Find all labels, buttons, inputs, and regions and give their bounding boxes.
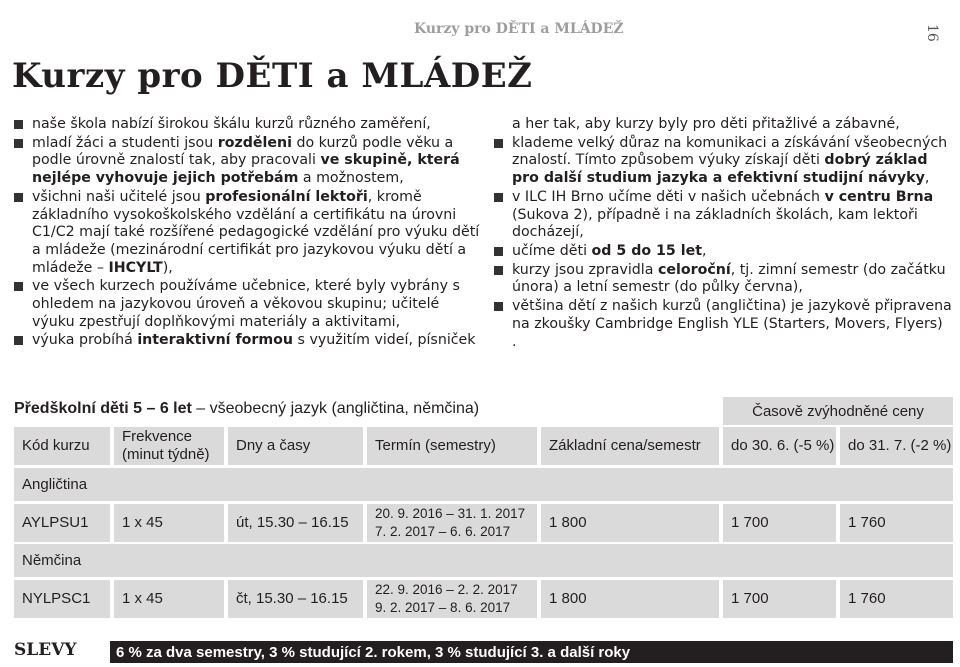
table-cell-discount-1: 1 700 (723, 580, 836, 618)
section-row-english: Angličtina (14, 468, 953, 501)
square-bullet-icon (494, 139, 503, 148)
list-item: výuka probíhá interaktivní formou s využitím videí, písniček (14, 332, 484, 350)
header-price: Základní cena/semestr (541, 427, 719, 465)
table-cell-discount-2: 1 760 (840, 504, 953, 542)
discounts-label: SLEVY (14, 640, 77, 660)
right-column (494, 116, 956, 352)
list-item: většina dětí z našich kurzů (angličtina) je jazykově připravena na zkoušky Cambridge English YLE (Starters, Movers, Flyers) (494, 298, 956, 333)
header-discount-1: do 30. 6. (-5 %) (723, 427, 836, 465)
square-bullet-icon (14, 120, 23, 129)
table-cell-term: 22. 9. 2016 – 2. 2. 2017 9. 2. 2017 – 8. 6. 2017 (367, 580, 537, 618)
square-bullet-icon (494, 247, 503, 256)
header-frequency: Frekvence (minut týdně) (114, 427, 224, 465)
page-number: 16 (924, 24, 940, 42)
section-row-german: Němčina (14, 544, 953, 577)
table-cell-frequency: 1 x 45 (114, 580, 224, 618)
table-cell-code: AYLPSU1 (14, 504, 110, 542)
left-column (14, 116, 484, 351)
trailing-dot: . (512, 334, 517, 351)
square-bullet-icon (14, 336, 23, 345)
header-term: Termín (semestry) (367, 427, 537, 465)
discount-header: Časově zvýhodněné ceny (723, 397, 953, 425)
table-cell-discount-1: 1 700 (723, 504, 836, 542)
square-bullet-icon (494, 266, 503, 275)
list-item: kurzy jsou zpravidla celoroční, tj. zimní semestr (do začátku února) a letní semestr (do půlky června), (494, 262, 956, 297)
square-bullet-icon (14, 139, 23, 148)
table-section-title: Předškolní děti 5 – 6 let – všeobecný jazyk (angličtina, němčina) (14, 400, 480, 417)
list-item: naše škola nabízí širokou škálu kurzů různého zaměření, (14, 116, 484, 134)
list-item: klademe velký důraz na komunikaci a získávání všeobecných znalostí. Tímto způsobem výuky získají děti dobrý základ pro další studium jazyka a efektivní studijní návyky, (494, 135, 956, 188)
table-cell-price: 1 800 (541, 504, 719, 542)
list-item: všichni naši učitelé jsou profesionální lektoři, kromě základního vysokoškolského vzdělání a certifikátu na úrovni C1/C2 mají také rozšířené pedagogické vzdělání pro výuku dětí a mládeže (mezinárodní certifikát pro jazykovou výuku dětí a mládeže – IHCYLT), (14, 189, 484, 278)
square-bullet-icon (494, 193, 503, 202)
table-cell-term: 20. 9. 2016 – 31. 1. 2017 7. 2. 2017 – 6. 6. 2017 (367, 504, 537, 542)
table-cell-frequency: 1 x 45 (114, 504, 224, 542)
header-days: Dny a časy (228, 427, 363, 465)
discounts-bar: 6 % za dva semestry, 3 % studující 2. rokem, 3 % studující 3. a další roky (110, 641, 953, 663)
table-cell-price: 1 800 (541, 580, 719, 618)
table-cell-days: út, 15.30 – 16.15 (228, 504, 363, 542)
list-item: ve všech kurzech používáme učebnice, které byly vybrány s ohledem na jazykovou úroveň a věkovou skupinu; učitelé výuku zpestřují doplňkovými materiály a aktivitami, (14, 278, 484, 331)
page-title: Kurzy pro DĚTI a MLÁDEŽ (12, 56, 533, 96)
list-item: učíme děti od 5 do 15 let, (494, 243, 956, 261)
list-item: mladí žáci a studenti jsou rozděleni do kurzů podle věku a podle úrovně znalostí tak, aby pracovali ve skupině, která nejlépe vyhovuje jejich potřebám a možnostem, (14, 135, 484, 188)
square-bullet-icon (14, 282, 23, 291)
table-cell-days: čt, 15.30 – 16.15 (228, 580, 363, 618)
table-cell-discount-2: 1 760 (840, 580, 953, 618)
square-bullet-icon (494, 302, 503, 311)
header-discount-2: do 31. 7. (-2 %) (840, 427, 953, 465)
header-code: Kód kurzu (14, 427, 110, 465)
table-cell-code: NYLPSC1 (14, 580, 110, 618)
list-item-continuation: a her tak, aby kurzy byly pro děti přitažlivé a zábavné, (512, 116, 900, 132)
square-bullet-icon (14, 193, 23, 202)
running-head: Kurzy pro DĚTI a MLÁDEŽ (414, 21, 624, 37)
list-item: v ILC IH Brno učíme děti v našich učebnách v centru Brna (Sukova 2), případně i na základních školách, kam lektoři docházejí, (494, 189, 956, 242)
